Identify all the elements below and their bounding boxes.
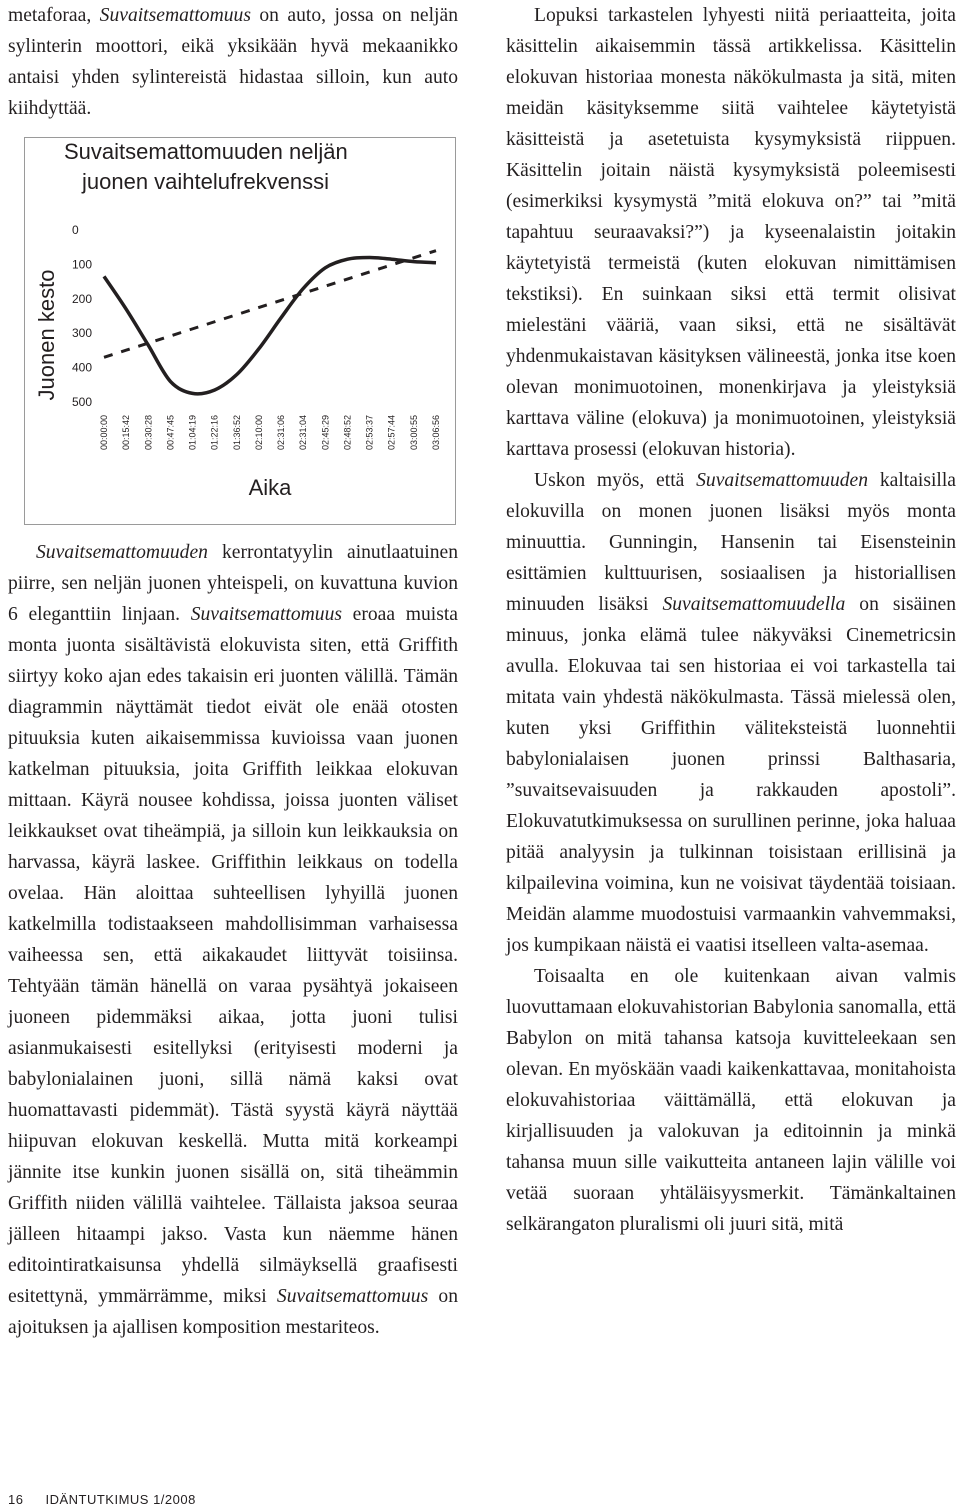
paragraph-text-3: on ajoituksen ja ajallisen komposition mestariteos. <box>8 1286 458 1338</box>
chart-x-tick-label: 01:04:19 <box>187 415 198 451</box>
chart-x-tick-label: 02:31:06 <box>276 415 287 451</box>
chart-title-line1: Suvaitsemattomuuden neljän <box>64 139 348 164</box>
paragraph-inner-self <box>506 465 956 961</box>
chart-y-tick-label: 0 <box>72 223 79 237</box>
chart-x-tick-label: 02:48:52 <box>342 415 353 451</box>
page-footer <box>8 1492 196 1507</box>
chart-y-axis-label: Juonen kesto <box>34 269 59 401</box>
chart-x-tick-label: 02:53:37 <box>364 415 375 451</box>
chart-x-tick-label: 00:15:42 <box>121 415 132 451</box>
film-title-3: Suvaitsemattomuus <box>276 1286 429 1307</box>
paragraph-text-6: on sisäinen minuus, jonka elämä tulee näkyväksi Cinemetricsin avulla. Elokuvaa tai sen historiaa ei voi tarkastella tai mitata vain yhdestä näkökulmasta. Tässä mielessä olen, kuten yksi Griffithin väliteksteistä luonnehtii babylonialaisen juonen prinssi Balthasaria, ”suvaitsevaisuuden ja rakkauden apostoli”. Elokuvatutkimuksessa on surullinen perinne, joka haluaa pitää analyysin ja tulkinnan toisistaan erillisinä ja kilpailevina voimina, kun ne voisivat täydentää toisiaan. Meidän alamme muodostuisi varmaankin vahvemmaksi, jos kumpikaan näistä ei vaatisi itselleen valta-asemaa. <box>506 594 956 956</box>
chart-x-tick-label: 01:22:16 <box>209 415 220 451</box>
page-number: 16 <box>8 1492 24 1507</box>
chart-y-tick-label: 400 <box>72 360 93 375</box>
chart-x-tick-label: 02:45:29 <box>320 415 331 451</box>
chart-x-tick-label: 00:30:28 <box>143 415 154 451</box>
chart-x-tick-label: 02:57:44 <box>386 415 397 451</box>
chart-svg <box>24 137 456 525</box>
paragraph-text-2: eroaa muista monta juonta sisältävistä elokuvista siten, että Griffith siirtyy koko ajan edes takaisin eri juonten välillä. Tämän diagrammin näyttämät tiedot eivät ole enää otosten pituuksia kuten aikaisemmissa kuvioissa vaan juonen katkelman pituuksia, joita Griffith leikkaa elokuvan mittaan. Käyrä nousee kohdissa, joissa juonten väliset leikkaukset ovat tiheämpiä, ja silloin kun leikkauksia on harvassa, käyrä laskee. Griffithin leikkaus on todella ovelaa. Hän aloittaa suhteellisen lyhyillä juonen katkelmilla todistaakseen mahdollisimman varhaisessa vaiheessa sen, että aikakaudet liittyvät toisiinsa. Tehtyään tämän hänellä on varaa pysähtyä jokaiseen juoneen pidemmäksi aikaa, jotta juoni tulisi asianmukaisesti esitellyksi (erityisesti moderni ja babylonialainen juoni, sillä nämä kaksi ovat huomattavasti pidemmät). Tästä syystä käyrä näyttää hiipuvan elokuvan keskellä. Mutta mitä korkeampi jännite itse kunkin juonen sisällä on, sitä tiheämmin Griffith niiden välillä vaihtelee. Tällaista jaksoa seuraa jälleen hitaampi jakso. Vasta kun näemme hänen editointiratkaisunsa yhdellä silmäyksellä graafisesti esitettynä, ymmärrämme, miksi <box>8 604 458 1307</box>
film-title-4: Suvaitsemattomuuden <box>696 470 869 491</box>
chart-title-line2: juonen vaihtelufrekvenssi <box>82 169 330 194</box>
paragraph-figure-description <box>8 537 458 1343</box>
chart-y-tick-label: 500 <box>72 395 93 409</box>
paragraph-conclusion: Lopuksi tarkastelen lyhyesti niitä periaatteita, joita käsittelin aikaisemmin tässä artikkelissa. Käsittelin elokuvan historiaa monesta näkökulmasta ja sitä, miten meidän käsityksemme siitä vaihtelee käytetyistä käsitteistä ja asetetuista kysymyksistä riippuen. Käsittelin joitain näistä kysymyksistä poleemisesti (esimerkiksi kysymystä ”mitä elokuva on?” tai ”mitä tapahtuu seuraavaksi?”) ja kyseenalaistin joitakin käytetyistä termeistä (kuten elokuvan nimittämisen tekstiksi). En suinkaan siksi että termit olisivat mielestäni vääriä, vaan siksi, että ne sisältävät yhdenmukaistavan käsityksen välineestä, jonka itse koen olevan monimuotoinen, monenkirjava ja yleistyksiä karttava väline (elokuva) ja monimuotoinen, yleistyksiä karttava prosessi (elokuvan historia). <box>506 5 956 460</box>
chart-x-tick-label: 00:47:45 <box>165 415 176 451</box>
journal-name: IDÄNTUTKIMUS 1/2008 <box>45 1492 196 1507</box>
paragraph-text-1: kerrontatyylin ainutlaatuinen piirre, sen neljän juonen yhteispeli, on kuvattuna kuvion 6 eleganttiin linjaan. <box>8 542 458 625</box>
intro-film-title: Suvaitsemattomuus <box>99 5 251 26</box>
chart-x-tick-label: 03:06:56 <box>431 415 441 451</box>
film-title-5: Suvaitsemattomuudella <box>662 594 846 615</box>
chart-x-tick-label: 02:31:04 <box>298 415 309 451</box>
figure-6-chart <box>24 137 456 525</box>
chart-y-tick-label: 300 <box>72 326 93 341</box>
right-column <box>506 0 956 1240</box>
paragraph-text-4: Uskon myös, että <box>534 470 697 491</box>
left-column <box>8 0 458 1343</box>
chart-y-tick-label: 100 <box>72 257 93 272</box>
chart-x-axis-label: Aika <box>248 475 292 500</box>
paragraph-babylon: Toisaalta en ole kuitenkaan aivan valmis luovuttamaan elokuvahistorian Babylonia sanomalla, että Babylon on mitä tahansa katsoja kuvitteleekaan sen olevan. En myöskään vaadi kaikenkattavaa, monitahoista elokuvahistoriaa väittämällä, että elokuvan ja kirjallisuuden ja valokuvan ja editoinnin ja minkä tahansa muun sille vaikutteita antaneen lajin välille voi vetää suoraan yhtäläisyysmerkit. Tämänkaltainen selkärangaton pluralismi oli juuri sitä, mitä <box>506 966 956 1235</box>
chart-x-tick-label: 02:10:00 <box>253 415 264 451</box>
chart-y-tick-label: 200 <box>72 291 93 306</box>
chart-x-tick-label: 01:36:52 <box>231 415 242 451</box>
chart-x-tick-label: 00:00:00 <box>99 415 109 451</box>
paragraph-text-5: kaltaisilla elokuvilla on monen juonen lisäksi myös monta minuuttia. Gunningin, Hansenin tai Eisensteinin esittämien kulttuurisen, sosiaalisen ja historiallisen minuuden lisäksi <box>506 470 956 615</box>
chart-x-tick-label: 03:00:55 <box>408 415 419 451</box>
intro-paragraph <box>8 0 458 124</box>
film-title-1: Suvaitsemattomuuden <box>36 542 208 563</box>
intro-text-b: on auto, jossa on neljän sylinterin moottori, eikä yksikään hyvä mekaanikko antaisi yhden sylintereistä hidastaa silloin, kun auto kiihdyttää. <box>8 5 458 119</box>
intro-text-a: metaforaa, <box>8 5 100 26</box>
film-title-2: Suvaitsemattomuus <box>190 604 342 625</box>
